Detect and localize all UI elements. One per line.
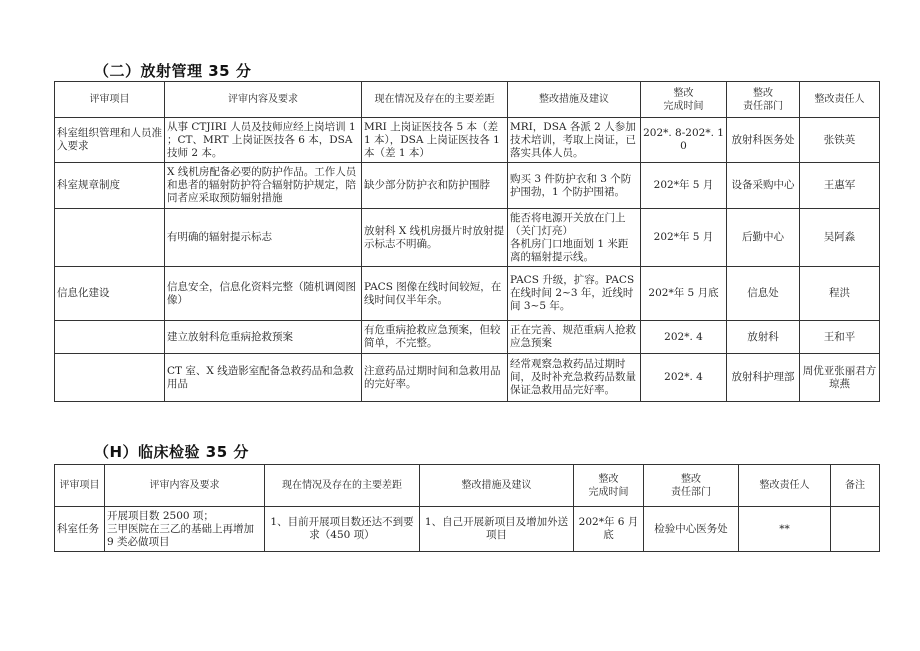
cell-time: 202*年 6 月底 — [574, 507, 644, 552]
cell-requirement: 从事 CTJIRI 人员及技师应经上岗培训 1 ；CT、MRT 上岗证医技各 6 本，DSA 技师 2 本。 — [165, 118, 362, 163]
cell-dept: 放射科 — [727, 321, 800, 354]
cell-person: ** — [739, 507, 831, 552]
header-status: 现在情况及存在的主要差距 — [362, 82, 508, 118]
cell-status: 注意药品过期时间和急救用品的完好率。 — [362, 354, 508, 402]
header-item: 评审项目 — [55, 82, 165, 118]
cell-requirement: 有明确的辐射提示标志 — [165, 209, 362, 267]
cell-dept: 放射科医务处 — [727, 118, 800, 163]
section-title-clinical-lab: （H）临床检验 35 分 — [94, 443, 249, 461]
cell-time: 202*. 4 — [641, 354, 727, 402]
table-row — [55, 209, 880, 267]
table-row — [55, 507, 880, 552]
section-title-radiology: （二）放射管理 35 分 — [94, 62, 252, 80]
table-row — [55, 321, 880, 354]
cell-person: 吴阿淼 — [800, 209, 880, 267]
cell-status: 放射科 X 线机房摄片时放射提示标志不明确。 — [362, 209, 508, 267]
header-requirement: 评审内容及要求 — [105, 465, 265, 507]
header-measure: 整改措施及建议 — [508, 82, 641, 118]
cell-requirement: X 线机房配备必要的防护作品。工作人员和患者的辐射防护符合辐射防护规定，陪同者应采取预防辐射措施 — [165, 163, 362, 209]
cell-measure: 正在完善、规范重病人抢救应急预案 — [508, 321, 641, 354]
header-time: 整改 完成时间 — [574, 465, 644, 507]
header-time: 整改 完成时间 — [641, 82, 727, 118]
cell-item — [55, 209, 165, 267]
cell-status: 有危重病抢救应急预案，但较简单，不完整。 — [362, 321, 508, 354]
header-note: 备注 — [831, 465, 880, 507]
cell-person: 周优亚张丽君方琼燕 — [800, 354, 880, 402]
header-person: 整改责任人 — [800, 82, 880, 118]
cell-dept: 检验中心医务处 — [644, 507, 739, 552]
header-item: 评审项目 — [55, 465, 105, 507]
clinical-lab-rectification-table — [54, 464, 880, 552]
cell-measure: PACS 升级，扩容。PACS 在线时间 2~3 年，近线时间 3~5 年。 — [508, 267, 641, 321]
cell-item: 科室任务 — [55, 507, 105, 552]
cell-note — [831, 507, 880, 552]
cell-person: 王和平 — [800, 321, 880, 354]
cell-measure: 经常观察急救药品过期时间，及时补充急救药品数量保证急救用品完好率。 — [508, 354, 641, 402]
cell-dept: 设备采购中心 — [727, 163, 800, 209]
cell-dept: 信息处 — [727, 267, 800, 321]
header-person: 整改责任人 — [739, 465, 831, 507]
cell-requirement: 开展项目数 2500 项； 三甲医院在三乙的基础上再增加 9 类必做项目 — [105, 507, 265, 552]
table-row — [55, 118, 880, 163]
cell-item: 科室规章制度 — [55, 163, 165, 209]
header-status: 现在情况及存在的主要差距 — [265, 465, 420, 507]
cell-status: 1、目前开展项目数还达不到要求（450 项） — [265, 507, 420, 552]
cell-requirement: 建立放射科危重病抢救预案 — [165, 321, 362, 354]
cell-item — [55, 354, 165, 402]
cell-item: 科室组织管理和人员准入要求 — [55, 118, 165, 163]
header-dept: 整改 责任部门 — [727, 82, 800, 118]
table-header-row — [55, 465, 880, 507]
cell-item: 信息化建设 — [55, 267, 165, 321]
header-measure: 整改措施及建议 — [420, 465, 574, 507]
cell-item — [55, 321, 165, 354]
cell-requirement: CT 室、X 线造影室配备急救药品和急救用品 — [165, 354, 362, 402]
cell-time: 202*年 5 月 — [641, 209, 727, 267]
cell-time: 202*. 8-202*. 10 — [641, 118, 727, 163]
header-dept: 整改 责任部门 — [644, 465, 739, 507]
cell-measure: 1、自己开展新项目及增加外送项目 — [420, 507, 574, 552]
cell-time: 202*年 5 月 — [641, 163, 727, 209]
cell-measure: 购买 3 件防护衣和 3 个防护围勃，1 个防护围裙。 — [508, 163, 641, 209]
cell-requirement: 信息安全，信息化资料完整（随机调阅图像） — [165, 267, 362, 321]
radiology-rectification-table — [54, 81, 880, 402]
cell-time: 202*. 4 — [641, 321, 727, 354]
cell-status: PACS 图像在线时间较短，在线时间仅半年余。 — [362, 267, 508, 321]
cell-dept: 后勤中心 — [727, 209, 800, 267]
table-row — [55, 267, 880, 321]
table-row — [55, 163, 880, 209]
table-row — [55, 354, 880, 402]
cell-measure: MRI，DSA 各派 2 人参加技术培训，考取上岗证，已落实具体人员。 — [508, 118, 641, 163]
cell-person: 王惠军 — [800, 163, 880, 209]
cell-person: 程洪 — [800, 267, 880, 321]
cell-person: 张铁英 — [800, 118, 880, 163]
cell-time: 202*年 5 月底 — [641, 267, 727, 321]
cell-status: 缺少部分防护衣和防护围脖 — [362, 163, 508, 209]
header-requirement: 评审内容及要求 — [165, 82, 362, 118]
table-header-row — [55, 82, 880, 118]
cell-status: MRI 上岗证医技各 5 本（差 1 本），DSA 上岗证医技各 1 本（差 1 本） — [362, 118, 508, 163]
cell-measure: 能否将电源开关放在门上（关门灯亮） 各机房门口地面划 1 米距离的辐射提示线。 — [508, 209, 641, 267]
cell-dept: 放射科护理部 — [727, 354, 800, 402]
